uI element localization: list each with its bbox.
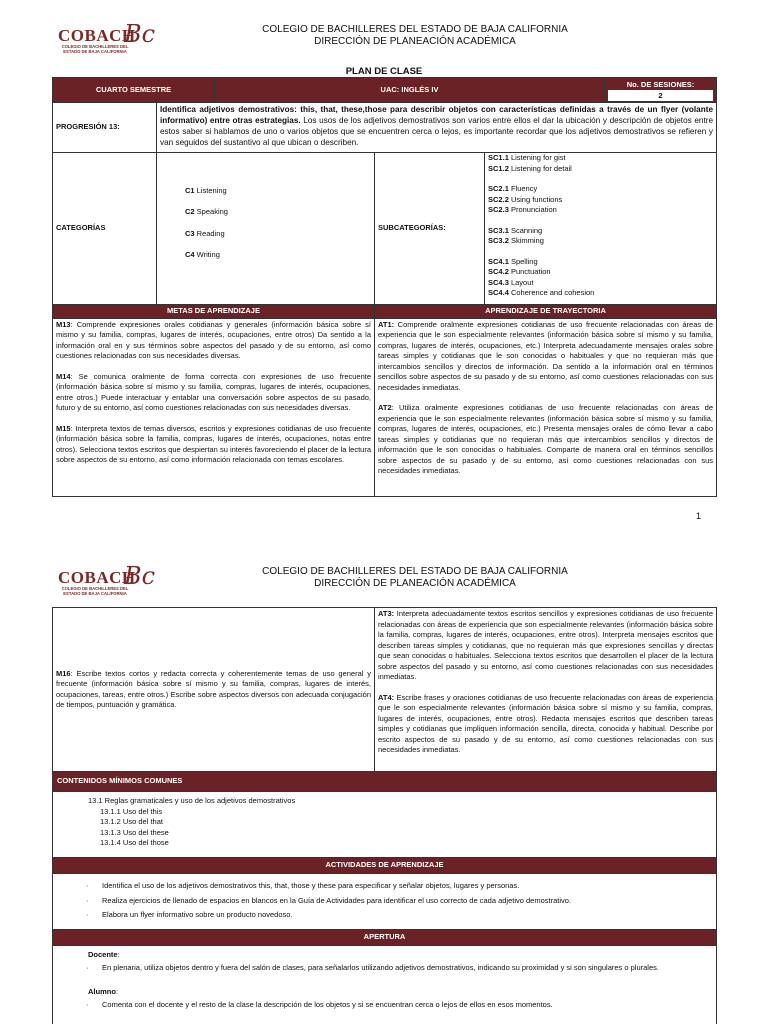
list-item: 13.1.2 Uso del that — [100, 817, 163, 826]
trajectory-cell-continued: AT3: Interpreta adecuadamente textos escritos sencillos y expresiones cotidianas de uso frecuente relacionadas con áreas de experiencia que son especialmente relevantes (información básica sobre la familia, compras, lugares de interés, ocupaciones, entre otros). Interpreta mensajes escritos que describen tareas simples y cotidianas, que no requieran más que expresiones sencillas y directas que sean conocidas o habituales. Selecciona textos escritos que desarrollen el placer de la lectura sobre aspectos del pasado y su entorno, así como cuestiones relacionadas con sus necesidades inmediatas. AT4: Escribe frases y oraciones cotidianas de uso frecuente relacionadas con áreas de experiencia que le son especialmente relevantes (información básica sobre sí mismo y su familia, compras, lugares de interés, ocupaciones, entre otros). Redacta mensajes escritos que describen tareas simples y cotidianas que impliquen información sencilla, directa, conocida y habitual. Describe por escrito aspectos de su pasado y de su entorno, así como cuestiones relacionadas con sus necesidades inmediatas. — [375, 608, 717, 772]
activities-header: ACTIVIDADES DE APRENDIZAJE — [53, 858, 717, 874]
plan-title: PLAN DE CLASE — [345, 66, 423, 77]
trajectory-header: APRENDIZAJE DE TRAYECTORIA — [375, 305, 717, 319]
opening-cell — [53, 946, 717, 1024]
opening-header: APERTURA — [53, 930, 717, 946]
progression-label: PROGRESIÓN 13: — [53, 103, 157, 153]
plan-table-page1 — [52, 77, 717, 497]
goals-header: METAS DE APRENDIZAJE — [53, 305, 375, 319]
subcategories-label: SUBCATEGORÍAS: — [375, 153, 485, 305]
goals-cell: M13: Comprende expresiones orales cotidianas y generales (información básica sobre sí mismo y su familia, compras, lugares de interés, ocupaciones, entre otros) Da sentido a la información oral en y sus términos sobre aspectos del pasado y de su entorno, así como cuestiones relacionadas con sus necesidades diversas. M14: Se comunica oralmente de forma correcta con expresiones de uso frecuente (información básica sobre sí mismo y su familia, compras, lugares de interés, ocupaciones, entre otros.) Puede interactuar y entablar una conversación sobre aspectos de su pasado, futuro y de su entorno, así como cuestiones relacionadas con sus necesidades diversas. M15: Interpreta textos de temas diversos, escritos y expresiones cotidianas de uso frecuente (información básica sobre la familia, compras, lugares de interés, ocupaciones, notas entre otros). Selecciona textos escritos que despiertan su interés favoreciendo el placer de la lectura sobre aspectos de su entorno, así como información relacionada con temas escolares. — [53, 318, 375, 496]
list-item: · Elabora un flyer informativo sobre un producto novedoso. — [86, 910, 293, 919]
list-item: 13.1.1 Uso del this — [100, 806, 163, 816]
list-item: · En plenaria, utiliza objetos dentro y fuera del salón de clases, para señalarlos utilizando adjetivos demostrativos, indicando su proximidad y si son singulares o plurales. — [86, 962, 659, 972]
institution-heading: COLEGIO DE BACHILLERES DEL ESTADO DE BAJA CALIFORNIA DIRECCIÓN DE PLANEACIÓN ACADÉMICA — [262, 566, 568, 589]
cobach-logo: COBACH Bc COLEGIO DE BACHILLERES DEL ESTADO DE BAJA CALIFORNIA — [58, 20, 156, 54]
uac-cell: UAC: INGLÉS IV — [215, 78, 605, 103]
page-header-1 — [0, 20, 768, 64]
category-item: C4 Writing — [185, 250, 220, 259]
list-item: · Realiza ejercicios de llenado de espacios en blancos en la Guía de Actividades para identificar el uso correcto de cada adjetivo demostrativo. — [86, 895, 572, 905]
list-item: · Comenta con el docente y el resto de la clase la descripción de los objetos y si se encuentran cerca o lejos de ellos en esos momentos. — [86, 999, 553, 1009]
plan-table-page2 — [52, 607, 717, 1024]
cobach-logo: COBACH Bc COLEGIO DE BACHILLERES DEL ESTADO DE BAJA CALIFORNIA — [58, 562, 156, 596]
category-item: C3 Reading — [185, 228, 225, 238]
contents-cell — [53, 792, 717, 858]
sessions-cell: No. DE SESIONES: 2 — [605, 78, 717, 103]
teacher-label: Docente: — [88, 950, 120, 959]
contents-main: 13.1 Reglas gramaticales y uso de los adjetivos demostrativos — [88, 796, 296, 805]
list-item: 13.1.3 Uso del these — [100, 827, 169, 837]
semester-cell: CUARTO SEMESTRE — [53, 78, 215, 103]
progression-text: Identifica adjetivos demostrativos: this, that, these,those para describir objetos con características definidas a través de un flyer (volante informativo) entre otras estrategias. Los usos de los adjetivos demostrativos son varios entre ellos el dar la ubicación y descripción de objetos entre estos saber si hablamos de uno o varios objetos que se encuentren cerca o lejos, es importante recordar que los adjetivos demostrativos se refieren y van seguidos del sustantivo al que ubican o describen. — [157, 103, 717, 153]
category-item: C2 Speaking — [185, 207, 228, 216]
list-item: · Identifica el uso de los adjetivos demostrativos this, that, those y these para especificar y señalar objetos, lugares y personas. — [86, 881, 520, 890]
contents-header: CONTENIDOS MÍNIMOS COMUNES — [53, 772, 717, 792]
goals-cell-m16: M16: Escribe textos cortos y redacta correcta y coherentemente temas de uso general y frecuente (información básica sobre sí mismo y su familia, compras, lugares de interés, ocupaciones, tareas, entre otros.) Escribe sobre aspectos diversos con adecuada conjugación de tiempos, puntuación y gramática. — [53, 608, 375, 772]
categories-label: CATEGORÍAS — [53, 153, 157, 305]
page-number: 1 — [696, 511, 702, 521]
subcategories-list: SC1.1 Listening for gist SC1.2 Listening for detail SC2.1 Fluency SC2.2 Using functions SC2.3 Pronunciation SC3.1 Scanning SC3.2 Skimming SC4.1 Spelling SC4.2 Punctuation SC4.3 Layout SC4.4 Coherence and cohesion — [485, 153, 717, 305]
activities-cell — [53, 874, 717, 930]
trajectory-cell: AT1: Comprende oralmente expresiones cotidianas de uso frecuente relacionadas con áreas de experiencia que le son especialmente relevantes (información básica sobre sí mismo y su familia, compras, lugares de interés, ocupaciones, etc.) Interpreta adecuadamente mensajes orales sobre tareas simples y cotidianas que le son conocidas o habituales y que no requieran más que intercambios sencillos y directos de información. Da sentido a la información oral en términos sencillos sobre aspectos de su pasado y de su entorno, así como cuestiones relacionadas con sus necesidades inmediatas. AT2: Utiliza oralmente expresiones cotidianas de uso frecuente relacionadas con áreas de experiencia que le son especialmente relevantes (información básica sobre sí mismo y su familia, compras, lugares de interés, ocupaciones, etc.) Presenta mensajes orales de cómo llevar a cabo tareas simples y cotidianas que no requieran más que intercambios sencillos y directos de información que le son conocidas o habituales. Comparte de manera oral en términos sencillos sobre aspectos de su pasado y de su entorno, así como cuestiones relacionadas con sus necesidades inmediatas. — [375, 318, 717, 496]
list-item: 13.1.4 Uso del those — [100, 838, 169, 847]
page-header-2 — [0, 562, 768, 606]
institution-heading: COLEGIO DE BACHILLERES DEL ESTADO DE BAJA CALIFORNIA DIRECCIÓN DE PLANEACIÓN ACADÉMICA — [262, 24, 568, 47]
categories-list — [157, 153, 375, 305]
student-label: Alumno: — [88, 987, 119, 996]
category-item: C1 Listening — [185, 185, 227, 195]
